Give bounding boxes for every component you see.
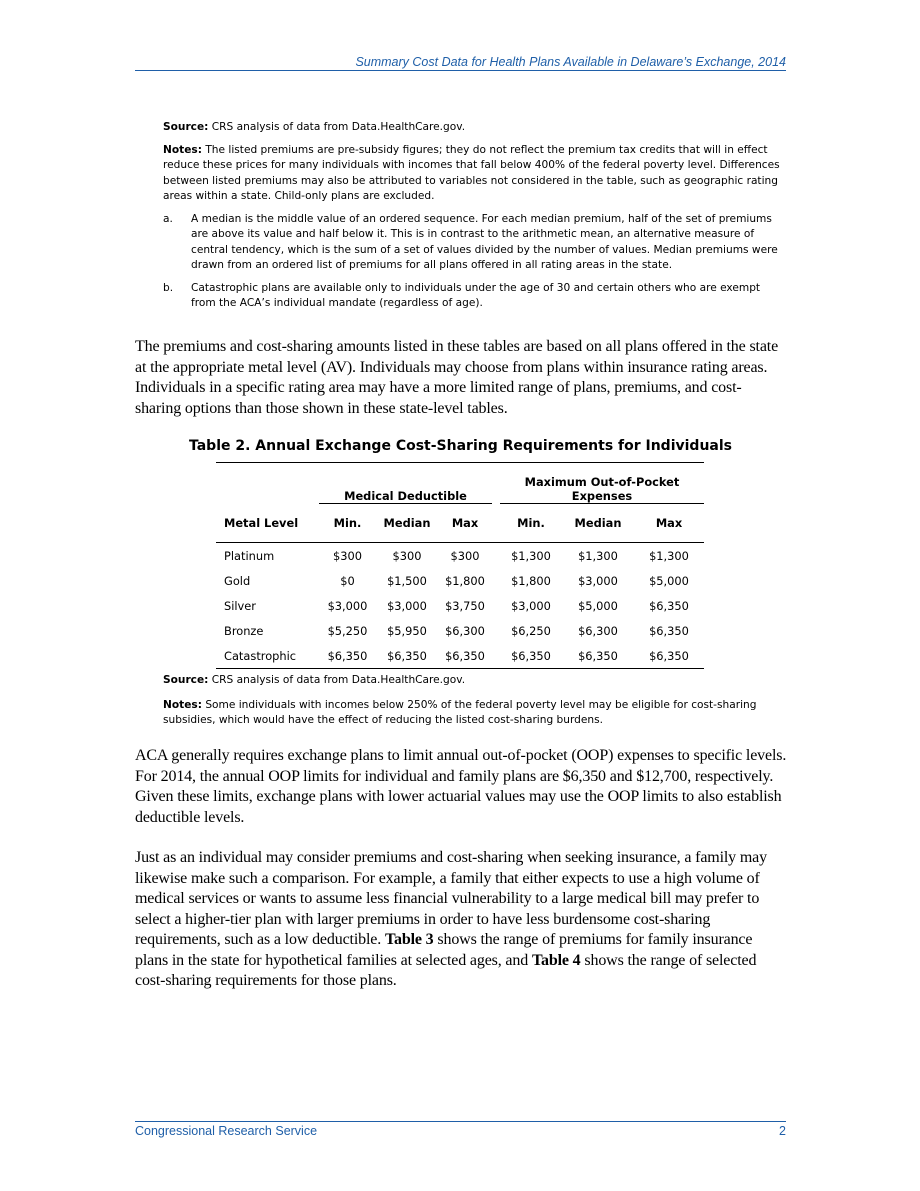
table-cell: $5,950 (387, 623, 427, 638)
table-cell: $3,000 (511, 598, 551, 613)
table2-title: Table 2. Annual Exchange Cost-Sharing Requirements for Individuals (188, 438, 732, 454)
table-cell: $6,350 (649, 623, 689, 638)
table2-notes-paragraph: Notes: Some individuals with incomes below 250% of the federal poverty level may be eligible for cost-sharing subsidies, which would have the effect of reducing the listed cost-sharing burdens. (163, 698, 757, 726)
table-cell: $6,250 (511, 623, 551, 638)
table-row (216, 643, 704, 669)
metal-level-cell: Gold (224, 573, 251, 588)
header-rule (135, 70, 786, 71)
column-header-row (216, 504, 704, 543)
table-cell: $6,300 (445, 623, 485, 638)
metal-level-cell: Catastrophic (216, 643, 319, 669)
table-cell: $1,500 (387, 573, 427, 588)
table-row (216, 543, 704, 569)
table-cell: $3,000 (327, 598, 368, 613)
table-cell: $6,350 (634, 643, 704, 669)
footnote-a: a. A median is the middle value of an ordered sequence. For each median premium, half of the set of premiums are above its value and half below it. This is in contrast to the arithmetic mean, an alternative measure of central tendency, which is the sum of a set of values divided by the number of values. Median premiums were drawn from an ordered list of premiums for all plans offered in all rating areas in the state. (163, 212, 778, 271)
table-cell: $1,300 (578, 548, 618, 563)
col-oop-median: Median (562, 504, 634, 543)
group-header-oop: Maximum Out-of-Pocket Expenses (500, 463, 704, 504)
body-text-oop (135, 746, 787, 1012)
col-oop-min: Min. (500, 504, 562, 543)
footer-organization: Congressional Research Service (135, 1124, 318, 1138)
table-row (216, 593, 704, 618)
group-header-deductible: Medical Deductible (319, 463, 492, 504)
col-oop-max: Max (634, 504, 704, 543)
col-metal-level: Metal Level (216, 504, 319, 543)
table-cell: $6,350 (500, 643, 562, 669)
table-cell: $1,800 (511, 573, 551, 588)
page-number: 2 (779, 1124, 786, 1138)
table-cell: $6,350 (319, 643, 376, 669)
source-note: Source: CRS analysis of data from Data.HealthCare.gov. (163, 121, 466, 133)
cost-sharing-table (216, 462, 704, 669)
table-cell: $3,000 (578, 573, 618, 588)
table-cell: $6,350 (649, 598, 689, 613)
table-cell: $0 (340, 573, 355, 588)
table-cell: $1,300 (649, 548, 689, 563)
table-cell: $1,300 (511, 548, 551, 563)
metal-level-cell: Bronze (224, 623, 264, 638)
col-deductible-max: Max (438, 504, 492, 543)
table1-notes (163, 120, 783, 319)
table-cell: $5,000 (578, 598, 618, 613)
metal-level-cell: Silver (224, 598, 256, 613)
table-cell: $6,350 (438, 643, 492, 669)
table2-notes (163, 673, 783, 736)
running-header: Summary Cost Data for Health Plans Available in Delaware’s Exchange, 2014 (355, 55, 786, 69)
table-row (216, 568, 704, 593)
table-cell: $5,250 (327, 623, 368, 638)
table-cell: $300 (450, 548, 480, 563)
table-cell: $6,350 (562, 643, 634, 669)
table-cell: $6,350 (376, 643, 438, 669)
col-deductible-min: Min. (319, 504, 376, 543)
table-cell: $3,750 (445, 598, 485, 613)
table-cell: $5,000 (649, 573, 689, 588)
metal-level-cell: Platinum (224, 548, 275, 563)
paragraph-premiums: The premiums and cost-sharing amounts listed in these tables are based on all plans offered in the state at the appropriate metal level (AV). Individuals may choose from plans within insurance rating areas. Individuals in a specific rating area may have a more limited range of plans, premiums, and cost-sharing options than those shown in these state-level tables. (135, 338, 779, 417)
table-cell: $1,800 (445, 573, 485, 588)
paragraph-family: Just as an individual may consider premiums and cost-sharing when seeking insurance, a family may likewise make such a comparison. For example, a family that either expects to use a high volume of medical services or wants to assume less financial vulnerability to a large medical bill may prefer to select a higher-tier plan with larger premiums in order to have less burdensome cost-sharing requirements, such as a low deductible. Table 3 shows the range of premiums for family insurance plans in the state for hypothetical families at selected ages, and Table 4 shows the range of selected cost-sharing requirements for those plans. (135, 849, 767, 989)
paragraph-oop: ACA generally requires exchange plans to limit annual out-of-pocket (OOP) expenses to specific levels. For 2014, the annual OOP limits for individual and family plans are $6,350 and $12,700, respectively. Given these limits, exchange plans with lower actuarial values may use the OOP limits to also establish deductible levels. (135, 747, 787, 826)
footnote-b: b. Catastrophic plans are available only to individuals under the age of 30 and certain others who are exempt from the ACA’s individual mandate (regardless of age). (163, 281, 761, 309)
table-row (216, 618, 704, 643)
table2-source: Source: CRS analysis of data from Data.HealthCare.gov. (163, 674, 466, 686)
col-deductible-median: Median (376, 504, 438, 543)
table3-ref: Table 3 (384, 931, 434, 948)
notes-paragraph: Notes: The listed premiums are pre-subsidy figures; they do not reflect the premium tax credits that will in effect reduce these prices for many individuals with incomes that fall below 400% of the federal poverty level. Differences between listed premiums may also be attributed to variables not considered in the table, such as geographic rating areas within a state. Child-only plans are excluded. (163, 143, 780, 202)
table-cell: $300 (392, 548, 422, 563)
table4-ref: Table 4 (531, 951, 581, 969)
footer-rule (135, 1121, 786, 1122)
table-cell: $300 (333, 548, 362, 563)
table-cell: $6,300 (578, 623, 618, 638)
table-cell: $3,000 (387, 598, 427, 613)
